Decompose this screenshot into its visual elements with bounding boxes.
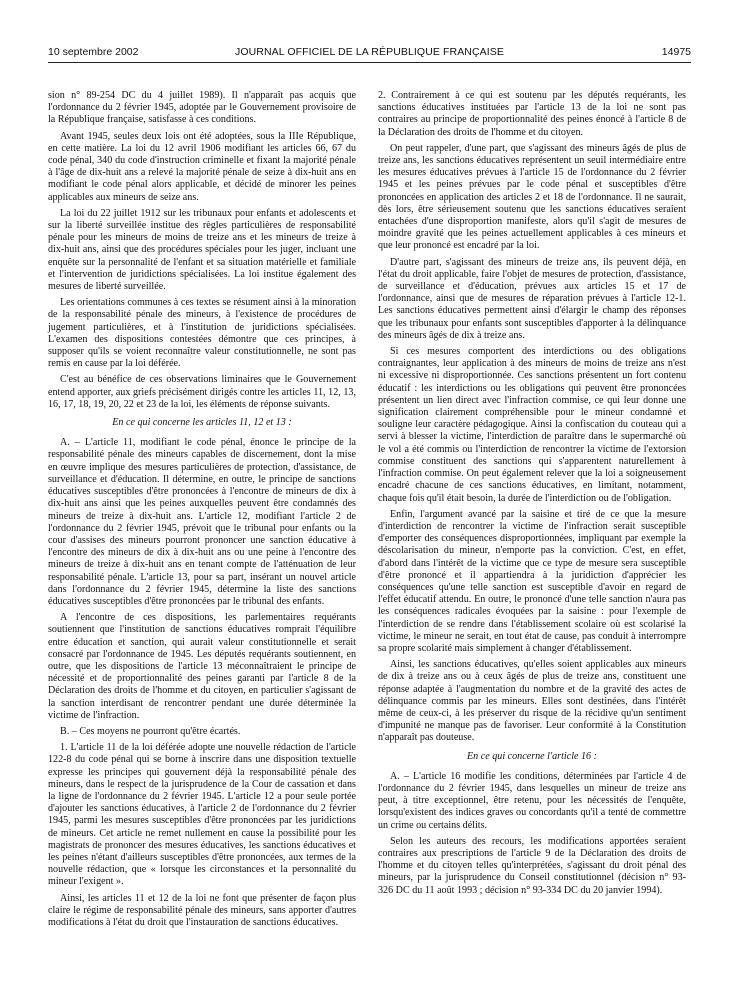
paragraph: sion n° 89-254 DC du 4 juillet 1989). Il n'apparaît pas acquis que l'ordonnance du 2 février 1945, adoptée par le Gouvernement provisoire de la République française, satisfasse à ces conditions. [48, 90, 356, 126]
paragraph: A. – L'article 11, modifiant le code pénal, énonce le principe de la responsabilité pénale des mineurs capables de discernement, dont la mise en œuvre implique des mesures particulières de protection, d'assistance, de surveillance et d'éducation. Il détermine, en outre, le principe de sanctions éducatives susceptibles d'être prononcées à l'encontre de mineurs de dix à dix-huit ans ainsi que les peines auxquelles peuvent être condamnés des mineurs de treize à dix-huit ans. L'article 12, modifiant l'article 2 de l'ordonnance du 2 février 1945, prévoit que le tribunal pour enfants ou la cour d'assises des mineurs pourront prononcer une sanction éducative à l'encontre des mineurs de dix à dix-huit ans ou une peine à l'encontre des mineurs de treize à dix-huit ans en tenant compte de l'atténuation de leur responsabilité pénale. L'article 13, pour sa part, insérant un nouvel article dans l'ordonnance du 2 février 1945, détermine la liste des sanctions éducatives susceptibles d'être prononcées par le tribunal des enfants. [48, 437, 356, 607]
paragraph: Les orientations communes à ces textes se résument ainsi à la minoration de la responsabilité pénale des mineurs, à l'existence de procédures de jugement particulières, et à l'institution de juridictions spécialisées. L'examen des dispositions contestées démontre que ces principes, à supposer qu'ils se voient reconnaître valeur constitutionnelle, ne sont pas remis en cause par la loi déférée. [48, 297, 356, 370]
paragraph: Ainsi, les articles 11 et 12 de la loi ne font que présenter de façon plus claire le régime de responsabilité pénale des mineurs, sans apporter d'autres modifications à l'état du droit que l'instauration de sanctions éducatives. [48, 892, 356, 928]
header-rule [48, 62, 691, 63]
paragraph: Si ces mesures comportent des interdictions ou des obligations contraignantes, leur application à des mineurs de moins de treize ans n'est ni excessive ni disproportionnée. Ces sanctions présentent un fort contenu éducatif : les interdictions ou les obligations qui peuvent être prononcées présentent un lien direct avec l'infraction commise, ce qui leur donne une signification clairement compréhensible pour le mineur condamné et souligne leur caractère pédagogique. Ainsi la confiscation du couteau qui a servi à blesser la victime, l'interdiction de paraître dans le supermarché où le vol a été commis ou l'interdiction de rencontrer la victime de l'extorsion commise constituent des sanctions qui s'apparentent naturellement à l'infraction commise. On peut également relever que la loi a soigneusement encadré chacune de ces sanctions éducatives, en limitant, notamment, chaque fois qu'il était besoin, la durée de l'interdiction ou de l'obligation. [378, 346, 686, 504]
paragraph: C'est au bénéfice de ces observations liminaires que le Gouvernement entend apporter, aux griefs précisément dirigés contre les articles 11, 12, 13, 16, 17, 18, 19, 20, 22 et 23 de la loi, les éléments de réponse suivants. [48, 374, 356, 410]
page-header [48, 44, 691, 62]
paragraph: A l'encontre de ces dispositions, les parlementaires requérants soutiennent que l'institution de sanctions éducatives romprait l'équilibre entre éducation et sanction, qui aurait valeur constitutionnelle et serait consacré par l'ordonnance de 1945. Les députés requérants soutiennent, en outre, que les dispositions de l'article 13 méconnaîtraient le principe de nécessité et de proportionnalité des peines garanti par l'article 8 de la Déclaration des droits de l'homme et du citoyen, en particulier s'agissant de la sanction interdisant de rencontrer pendant une durée déterminée la victime de l'infraction. [48, 612, 356, 721]
paragraph: On peut rappeler, d'une part, que s'agissant des mineurs âgés de plus de treize ans, les sanctions éducatives représentent un seuil intermédiaire entre les mesures éducatives prévues à l'article 15 de l'ordonnance du 2 février 1945 et les peines prévues par le code pénal et susceptibles d'être prononcées en application des articles 2 et 18 de l'ordonnance. Il ne saurait, dès lors, être sérieusement soutenu que les sanctions éducatives seraient entachées d'une disproportion manifeste, alors qu'il s'agit de mesures de moindre gravité que les peines actuellement applicables à ces mineurs et que leur prononcé est encadré par la loi. [378, 142, 686, 252]
journal-title: JOURNAL OFFICIEL DE LA RÉPUBLIQUE FRANÇAISE [235, 46, 504, 58]
right-column [378, 90, 686, 901]
paragraph: D'autre part, s'agissant des mineurs de treize ans, ils peuvent déjà, en l'état du droit applicable, faire l'objet de mesures de protection, d'assistance, de surveillance et d'éducation, prévues aux articles 15 et 17 de l'ordonnance, ainsi que de mesures de réparation prévues à l'article 12-1. Les sanctions éducatives permettent ainsi d'élargir le champ des réponses que les tribunaux pour enfants sont susceptibles d'apporter à la délinquance des mineurs âgés de dix à treize ans. [378, 256, 686, 341]
page-number: 14975 [661, 46, 691, 58]
paragraph: Ainsi, les sanctions éducatives, qu'elles soient applicables aux mineurs de dix à treize ans ou à ceux âgés de plus de treize ans, constituent une réponse adaptée à l'augmentation du nombre et de la gravité des actes de délinquance commis par les mineurs. Elles sont destinées, dans l'intérêt même de ceux-ci, à les préserver du risque de la récidive qu'un sentiment d'impunité ne manque pas de favoriser. Leur conformité à la Constitution n'apparaît pas douteuse. [378, 659, 686, 744]
paragraph: B. – Ces moyens ne pourront qu'être écartés. [60, 725, 241, 737]
paragraph: Selon les auteurs des recours, les modifications apportées seraient contraires aux prescriptions de l'article 9 de la Déclaration des droits de l'homme et du citoyen telles qu'interprétées, s'agissant du droit pénal des mineurs, par la jurisprudence du Conseil constitutionnel (décision n° 93-326 DC du 11 août 1993 ; décision n° 93-334 DC du 20 janvier 1994). [378, 835, 686, 896]
paragraph: 2. Contrairement à ce qui est soutenu par les députés requérants, les sanctions éducatives instituées par l'article 13 de la loi ne sont pas contraires au principe de proportionnalité des peines énoncé à l'article 8 de la Déclaration des droits de l'homme et du citoyen. [378, 90, 686, 138]
paragraph: A. – L'article 16 modifie les conditions, déterminées par l'article 4 de l'ordonnance du 2 février 1945, dans lesquelles un mineur de treize ans peut, à titre exceptionnel, être retenu, pour les nécessités de l'enquête, lorsqu'existent des indices graves ou concordants qu'il a tenté de commettre un crime ou certains délits. [378, 770, 686, 831]
paragraph: Avant 1945, seules deux lois ont été adoptées, sous la IIIe République, en cette matière. La loi du 12 avril 1906 modifiant les articles 66, 67 du code pénal, 340 du code d'instruction criminelle et fixant la majorité pénale à l'âge de dix-huit ans a relevé la majorité pénale de seize à dix-huit ans en modifiant le code pénal alors applicable, et décidé de minorer les peines applicables aux mineurs de seize ans. [48, 130, 356, 203]
section-heading: En ce qui concerne les articles 11, 12 et 13 : [112, 417, 292, 429]
paragraph: 1. L'article 11 de la loi déférée adopte une nouvelle rédaction de l'article 122-8 du code pénal qui se borne à inscrire dans une disposition textuelle expresse les principes qui gouvernent déjà la responsabilité pénale des mineurs, dans le respect de la jurisprudence de la Cour de cassation et dans la ligne de l'ordonnance du 2 février 1945. L'article 12 a pour seule portée d'ajouter les sanctions éducatives, à l'article 2 de l'ordonnance du 2 février 1945, parmi les mesures susceptibles d'être prononcées par les juridictions de mineurs. Cet article ne remet nullement en cause la possibilité pour les magistrats de prononcer des mesures éducatives, les sanctions éducatives et les peines n'étant d'ailleurs susceptibles d'être prononcées, aux termes de la nouvelle rédaction, que « lorsque les circonstances et la personnalité du mineur l'exigent ». [48, 742, 356, 888]
paragraph: La loi du 22 juillet 1912 sur les tribunaux pour enfants et adolescents et sur la liberté surveillée institue des règles particulières de responsabilité pénale pour les mineurs de moins de treize ans et les mineurs de treize à dix-huit ans, ainsi que des procédures spéciales pour les juger, incluant une enquête sur la personnalité de l'enfant et sa situation matérielle et familiale et l'intervention de juridictions spécialisées. La loi institue également des mesures de liberté surveillée. [48, 207, 356, 293]
issue-date: 10 septembre 2002 [48, 46, 139, 58]
section-heading: En ce qui concerne l'article 16 : [467, 750, 597, 762]
left-column [48, 90, 356, 933]
paragraph: Enfin, l'argument avancé par la saisine et tiré de ce que la mesure d'interdiction de rencontrer la victime de l'infraction serait susceptible d'emporter des conséquences disproportionnées, impliquant par exemple la déscolarisation du mineur, n'emporte pas la conviction. C'est, en effet, d'abord dans l'intérêt de la victime que ce type de mesure sera susceptible d'être prononcé et il appartiendra à la juridiction d'apprécier les conséquences qu'une telle sanction est susceptible d'avoir en regard de l'effet éducatif attendu. En outre, le prononcé d'une telle sanction n'aura pas les conséquences radicales évoquées par la saisine : pour l'exemple de l'interdiction de se rendre dans l'établissement scolaire où est scolarisé la victime, le mineur ne serait, en tout état de cause, pas conduit à interrompre sa propre scolarité mais simplement à changer d'établissement. [378, 508, 686, 654]
